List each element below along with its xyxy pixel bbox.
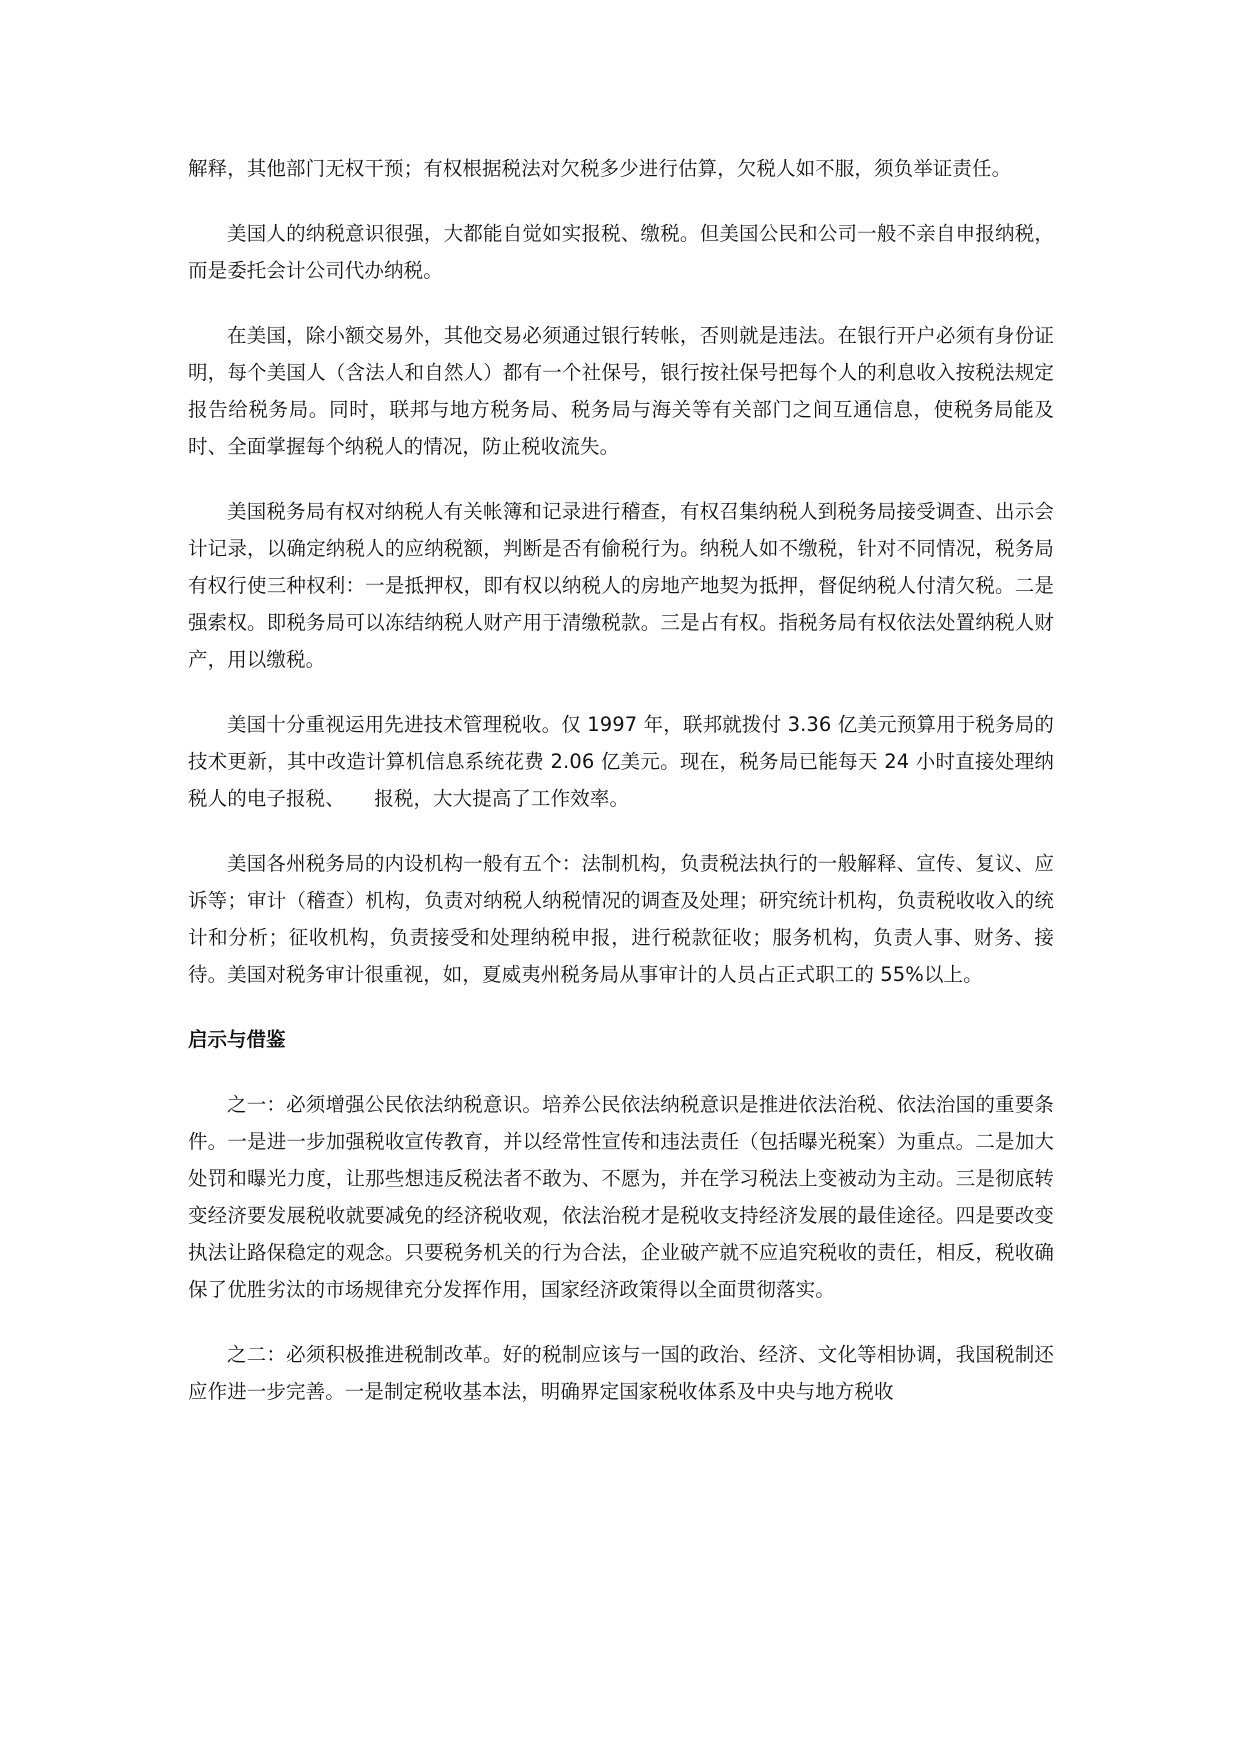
paragraph-state-agencies: 美国各州税务局的内设机构一般有五个：法制机构，负责税法执行的一般解释、宣传、复议、应诉等；审计（稽查）机构，负责对纳税人纳税情况的调查及处理；研究统计机构，负责税收收入的统计和分析；征收机构，负责接受和处理纳税申报，进行税款征收；服务机构，负责人事、财务、接待。美国对税务审计很重视，如，夏威夷州税务局从事审计的人员占正式职工的 55%以上。 — [188, 852, 1054, 986]
paragraph-lesson-two: 之二：必须积极推进税制改革。好的税制应该与一国的政治、经济、文化等相协调，我国税制还应作进一步完善。一是制定税收基本法，明确界定国家税收体系及中央与地方税收 — [188, 1343, 1054, 1403]
paragraph-gap — [188, 993, 1054, 1021]
paragraph-gap — [188, 1058, 1054, 1086]
paragraph-continuation: 解释，其他部门无权干预；有权根据税法对欠税多少进行估算，欠税人如不服，须负举证责任。 — [188, 157, 1012, 180]
paragraph-tax-awareness: 美国人的纳税意识很强，大都能自觉如实报税、缴税。但美国公民和公司一般不亲自申报纳税，而是委托会计公司代办纳税。 — [188, 222, 1054, 282]
paragraph-technology: 美国十分重视运用先进技术管理税收。仅 1997 年，联邦就拨付 3.36 亿美元预算用于税务局的技术更新，其中改造计算机信息系统花费 2.06 亿美元。现在，税务局已能每天 24 小时直接处理纳税人的电子报税、 报税，大大提高了工作效率。 — [188, 713, 1054, 810]
section-heading: 启示与借鉴 — [188, 1028, 286, 1051]
document-page — [188, 150, 1054, 1410]
paragraph-gap — [188, 678, 1054, 706]
paragraph-gap — [188, 1308, 1054, 1336]
paragraph-gap — [188, 289, 1054, 317]
paragraph-gap — [188, 817, 1054, 845]
paragraph-bank-transfer: 在美国，除小额交易外，其他交易必须通过银行转帐，否则就是违法。在银行开户必须有身份证明，每个美国人（含法人和自然人）都有一个社保号，银行按社保号把每个人的利息收入按税法规定报告给税务局。同时，联邦与地方税务局、税务局与海关等有关部门之间互通信息，使税务局能及时、全面掌握每个纳税人的情况，防止税收流失。 — [188, 324, 1054, 458]
paragraph-lesson-one: 之一：必须增强公民依法纳税意识。培养公民依法纳税意识是推进依法治税、依法治国的重要条件。一是进一步加强税收宣传教育，并以经常性宣传和违法责任（包括曝光税案）为重点。二是加大处罚和曝光力度，让那些想违反税法者不敢为、不愿为，并在学习税法上变被动为主动。三是彻底转变经济要发展税收就要减免的经济税收观，依法治税才是税收支持经济发展的最佳途径。四是要改变执法让路保稳定的观念。只要税务机关的行为合法，企业破产就不应追究税收的责任，相反，税收确保了优胜劣汰的市场规律充分发挥作用，国家经济政策得以全面贯彻落实。 — [188, 1093, 1054, 1301]
paragraph-audit-rights: 美国税务局有权对纳税人有关帐簿和记录进行稽查，有权召集纳税人到税务局接受调查、出示会计记录，以确定纳税人的应纳税额，判断是否有偷税行为。纳税人如不缴税，针对不同情况，税务局有权行使三种权利：一是抵押权，即有权以纳税人的房地产地契为抵押，督促纳税人付清欠税。二是强索权。即税务局可以冻结纳税人财产用于清缴税款。三是占有权。指税务局有权依法处置纳税人财产，用以缴税。 — [188, 500, 1054, 671]
paragraph-gap — [188, 187, 1054, 215]
paragraph-gap — [188, 465, 1054, 493]
